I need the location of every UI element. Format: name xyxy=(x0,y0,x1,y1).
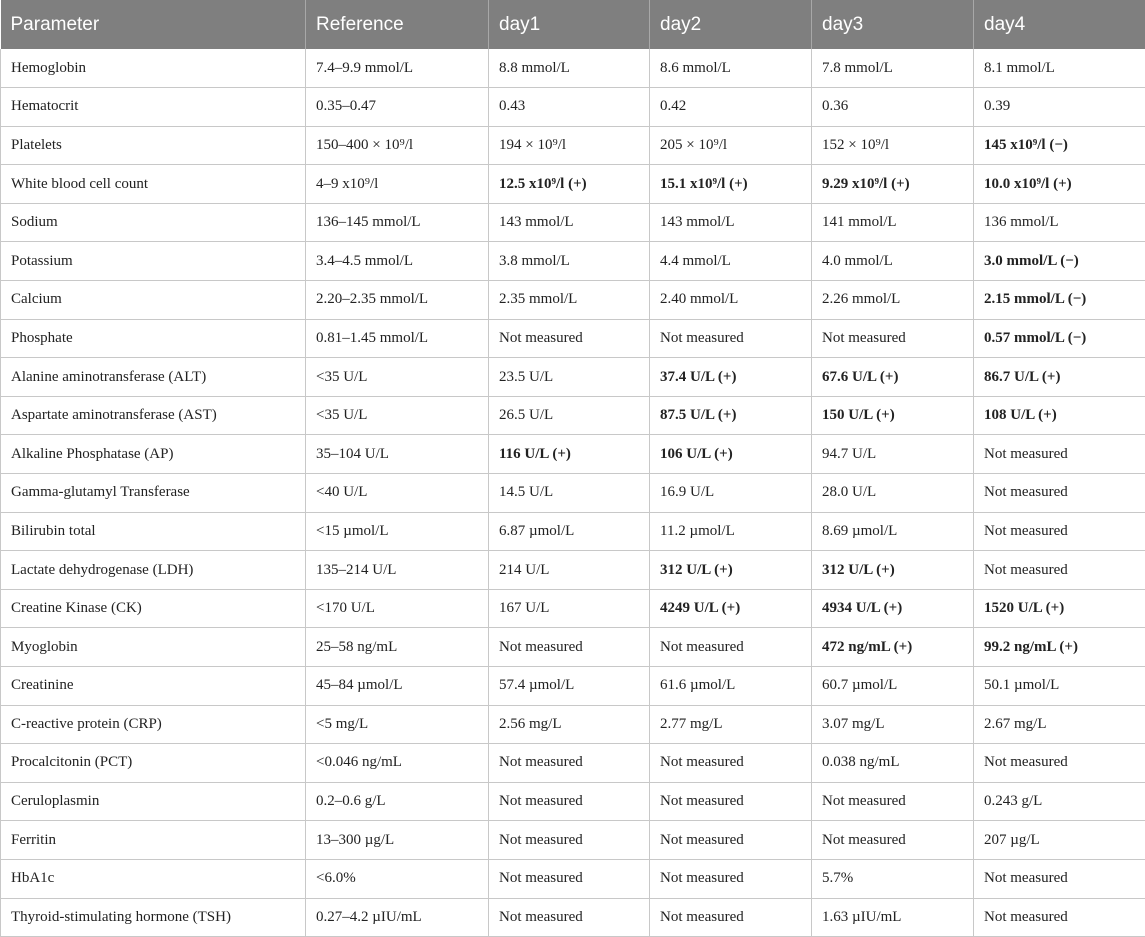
day1-cell: Not measured xyxy=(489,821,650,860)
day2-cell: 2.40 mmol/L xyxy=(650,281,812,320)
reference-cell: 150–400 × 10⁹/l xyxy=(306,126,489,165)
reference-cell: 0.2–0.6 g/L xyxy=(306,782,489,821)
table-row xyxy=(1,435,1145,474)
day4-cell: 2.67 mg/L xyxy=(974,705,1145,744)
table-row xyxy=(1,551,1145,590)
parameter-cell: Creatine Kinase (CK) xyxy=(1,589,306,628)
reference-cell: <35 U/L xyxy=(306,358,489,397)
parameter-cell: Ferritin xyxy=(1,821,306,860)
day4-cell: 0.243 g/L xyxy=(974,782,1145,821)
day1-cell: Not measured xyxy=(489,859,650,898)
day3-cell: 9.29 x10⁹/l (+) xyxy=(812,165,974,204)
day2-cell: Not measured xyxy=(650,744,812,783)
reference-cell: <40 U/L xyxy=(306,474,489,513)
day4-cell: Not measured xyxy=(974,744,1145,783)
reference-cell: <6.0% xyxy=(306,859,489,898)
day3-cell: 7.8 mmol/L xyxy=(812,49,974,88)
table-row xyxy=(1,165,1145,204)
day1-cell: 2.35 mmol/L xyxy=(489,281,650,320)
day4-cell: Not measured xyxy=(974,512,1145,551)
table-row xyxy=(1,667,1145,706)
parameter-cell: Alanine aminotransferase (ALT) xyxy=(1,358,306,397)
day1-cell: Not measured xyxy=(489,898,650,937)
parameter-cell: Calcium xyxy=(1,281,306,320)
parameter-cell: Ceruloplasmin xyxy=(1,782,306,821)
table-header xyxy=(1,0,1145,49)
day3-cell: 4934 U/L (+) xyxy=(812,589,974,628)
day4-cell: 0.39 xyxy=(974,88,1145,127)
parameter-cell: Gamma-glutamyl Transferase xyxy=(1,474,306,513)
reference-cell: 25–58 ng/mL xyxy=(306,628,489,667)
day4-cell: 2.15 mmol/L (−) xyxy=(974,281,1145,320)
day4-cell: 0.57 mmol/L (−) xyxy=(974,319,1145,358)
day3-cell: 28.0 U/L xyxy=(812,474,974,513)
day1-cell: 23.5 U/L xyxy=(489,358,650,397)
parameter-cell: Procalcitonin (PCT) xyxy=(1,744,306,783)
day1-cell: 12.5 x10⁹/l (+) xyxy=(489,165,650,204)
day2-cell: 4249 U/L (+) xyxy=(650,589,812,628)
day3-cell: 4.0 mmol/L xyxy=(812,242,974,281)
day4-cell: 99.2 ng/mL (+) xyxy=(974,628,1145,667)
parameter-cell: Sodium xyxy=(1,203,306,242)
day1-cell: 8.8 mmol/L xyxy=(489,49,650,88)
day2-cell: 87.5 U/L (+) xyxy=(650,396,812,435)
parameter-cell: Potassium xyxy=(1,242,306,281)
table-row xyxy=(1,396,1145,435)
day3-cell: 312 U/L (+) xyxy=(812,551,974,590)
parameter-cell: Hematocrit xyxy=(1,88,306,127)
parameter-cell: Phosphate xyxy=(1,319,306,358)
header-parameter: Parameter xyxy=(1,0,306,49)
day3-cell: Not measured xyxy=(812,782,974,821)
parameter-cell: Platelets xyxy=(1,126,306,165)
table-row xyxy=(1,705,1145,744)
day3-cell: 94.7 U/L xyxy=(812,435,974,474)
reference-cell: <35 U/L xyxy=(306,396,489,435)
day1-cell: 2.56 mg/L xyxy=(489,705,650,744)
day1-cell: Not measured xyxy=(489,319,650,358)
day4-cell: 108 U/L (+) xyxy=(974,396,1145,435)
table-row xyxy=(1,821,1145,860)
table-row xyxy=(1,859,1145,898)
reference-cell: 2.20–2.35 mmol/L xyxy=(306,281,489,320)
day4-cell: Not measured xyxy=(974,898,1145,937)
day3-cell: 0.038 ng/mL xyxy=(812,744,974,783)
day1-cell: 57.4 µmol/L xyxy=(489,667,650,706)
reference-cell: 136–145 mmol/L xyxy=(306,203,489,242)
day3-cell: Not measured xyxy=(812,821,974,860)
header-day4: day4 xyxy=(974,0,1145,49)
table-row xyxy=(1,319,1145,358)
parameter-cell: Thyroid-stimulating hormone (TSH) xyxy=(1,898,306,937)
day1-cell: 26.5 U/L xyxy=(489,396,650,435)
day1-cell: 214 U/L xyxy=(489,551,650,590)
parameter-cell: Lactate dehydrogenase (LDH) xyxy=(1,551,306,590)
parameter-cell: Alkaline Phosphatase (AP) xyxy=(1,435,306,474)
reference-cell: 135–214 U/L xyxy=(306,551,489,590)
table-row xyxy=(1,281,1145,320)
day4-cell: 145 x10⁹/l (−) xyxy=(974,126,1145,165)
table-row xyxy=(1,512,1145,551)
table-row xyxy=(1,898,1145,937)
day2-cell: 11.2 µmol/L xyxy=(650,512,812,551)
day3-cell: 8.69 µmol/L xyxy=(812,512,974,551)
reference-cell: 45–84 µmol/L xyxy=(306,667,489,706)
day4-cell: Not measured xyxy=(974,551,1145,590)
day3-cell: 60.7 µmol/L xyxy=(812,667,974,706)
table-row xyxy=(1,782,1145,821)
day3-cell: 1.63 µIU/mL xyxy=(812,898,974,937)
day1-cell: 3.8 mmol/L xyxy=(489,242,650,281)
day2-cell: 0.42 xyxy=(650,88,812,127)
day1-cell: Not measured xyxy=(489,744,650,783)
day2-cell: 2.77 mg/L xyxy=(650,705,812,744)
day1-cell: 6.87 µmol/L xyxy=(489,512,650,551)
day2-cell: 4.4 mmol/L xyxy=(650,242,812,281)
parameter-cell: Myoglobin xyxy=(1,628,306,667)
table-row xyxy=(1,744,1145,783)
day2-cell: 16.9 U/L xyxy=(650,474,812,513)
day4-cell: Not measured xyxy=(974,435,1145,474)
day4-cell: 3.0 mmol/L (−) xyxy=(974,242,1145,281)
table-row xyxy=(1,358,1145,397)
table-body xyxy=(1,49,1145,937)
day2-cell: 15.1 x10⁹/l (+) xyxy=(650,165,812,204)
day3-cell: 152 × 10⁹/l xyxy=(812,126,974,165)
reference-cell: <5 mg/L xyxy=(306,705,489,744)
table-row xyxy=(1,474,1145,513)
reference-cell: 13–300 µg/L xyxy=(306,821,489,860)
reference-cell: 0.81–1.45 mmol/L xyxy=(306,319,489,358)
day3-cell: 472 ng/mL (+) xyxy=(812,628,974,667)
day4-cell: 10.0 x10⁹/l (+) xyxy=(974,165,1145,204)
day4-cell: Not measured xyxy=(974,859,1145,898)
day2-cell: Not measured xyxy=(650,782,812,821)
day1-cell: 0.43 xyxy=(489,88,650,127)
reference-cell: 3.4–4.5 mmol/L xyxy=(306,242,489,281)
day3-cell: 0.36 xyxy=(812,88,974,127)
header-day2: day2 xyxy=(650,0,812,49)
day2-cell: 106 U/L (+) xyxy=(650,435,812,474)
day2-cell: Not measured xyxy=(650,319,812,358)
day3-cell: 5.7% xyxy=(812,859,974,898)
day2-cell: Not measured xyxy=(650,628,812,667)
parameter-cell: C-reactive protein (CRP) xyxy=(1,705,306,744)
reference-cell: <170 U/L xyxy=(306,589,489,628)
parameter-cell: HbA1c xyxy=(1,859,306,898)
header-day1: day1 xyxy=(489,0,650,49)
day4-cell: 136 mmol/L xyxy=(974,203,1145,242)
day1-cell: Not measured xyxy=(489,782,650,821)
day2-cell: Not measured xyxy=(650,821,812,860)
table-row xyxy=(1,628,1145,667)
day4-cell: 8.1 mmol/L xyxy=(974,49,1145,88)
table-row xyxy=(1,203,1145,242)
day2-cell: 205 × 10⁹/l xyxy=(650,126,812,165)
day1-cell: 143 mmol/L xyxy=(489,203,650,242)
day2-cell: Not measured xyxy=(650,898,812,937)
table-row xyxy=(1,242,1145,281)
parameter-cell: White blood cell count xyxy=(1,165,306,204)
day1-cell: 14.5 U/L xyxy=(489,474,650,513)
reference-cell: 35–104 U/L xyxy=(306,435,489,474)
day1-cell: 167 U/L xyxy=(489,589,650,628)
reference-cell: 7.4–9.9 mmol/L xyxy=(306,49,489,88)
day1-cell: 116 U/L (+) xyxy=(489,435,650,474)
day3-cell: Not measured xyxy=(812,319,974,358)
table-row xyxy=(1,49,1145,88)
header-row xyxy=(1,0,1145,49)
day3-cell: 67.6 U/L (+) xyxy=(812,358,974,397)
day4-cell: 50.1 µmol/L xyxy=(974,667,1145,706)
day2-cell: 312 U/L (+) xyxy=(650,551,812,590)
day2-cell: Not measured xyxy=(650,859,812,898)
reference-cell: 4–9 x10⁹/l xyxy=(306,165,489,204)
day2-cell: 8.6 mmol/L xyxy=(650,49,812,88)
parameter-cell: Hemoglobin xyxy=(1,49,306,88)
parameter-cell: Bilirubin total xyxy=(1,512,306,551)
table-row xyxy=(1,589,1145,628)
parameter-cell: Aspartate aminotransferase (AST) xyxy=(1,396,306,435)
day1-cell: 194 × 10⁹/l xyxy=(489,126,650,165)
day3-cell: 2.26 mmol/L xyxy=(812,281,974,320)
parameter-cell: Creatinine xyxy=(1,667,306,706)
day3-cell: 3.07 mg/L xyxy=(812,705,974,744)
day4-cell: 1520 U/L (+) xyxy=(974,589,1145,628)
day4-cell: 207 µg/L xyxy=(974,821,1145,860)
reference-cell: 0.27–4.2 µIU/mL xyxy=(306,898,489,937)
header-day3: day3 xyxy=(812,0,974,49)
day2-cell: 143 mmol/L xyxy=(650,203,812,242)
table-row xyxy=(1,126,1145,165)
day4-cell: Not measured xyxy=(974,474,1145,513)
day3-cell: 141 mmol/L xyxy=(812,203,974,242)
header-reference: Reference xyxy=(306,0,489,49)
day2-cell: 61.6 µmol/L xyxy=(650,667,812,706)
day1-cell: Not measured xyxy=(489,628,650,667)
day4-cell: 86.7 U/L (+) xyxy=(974,358,1145,397)
day3-cell: 150 U/L (+) xyxy=(812,396,974,435)
reference-cell: 0.35–0.47 xyxy=(306,88,489,127)
day2-cell: 37.4 U/L (+) xyxy=(650,358,812,397)
reference-cell: <15 µmol/L xyxy=(306,512,489,551)
reference-cell: <0.046 ng/mL xyxy=(306,744,489,783)
table-row xyxy=(1,88,1145,127)
